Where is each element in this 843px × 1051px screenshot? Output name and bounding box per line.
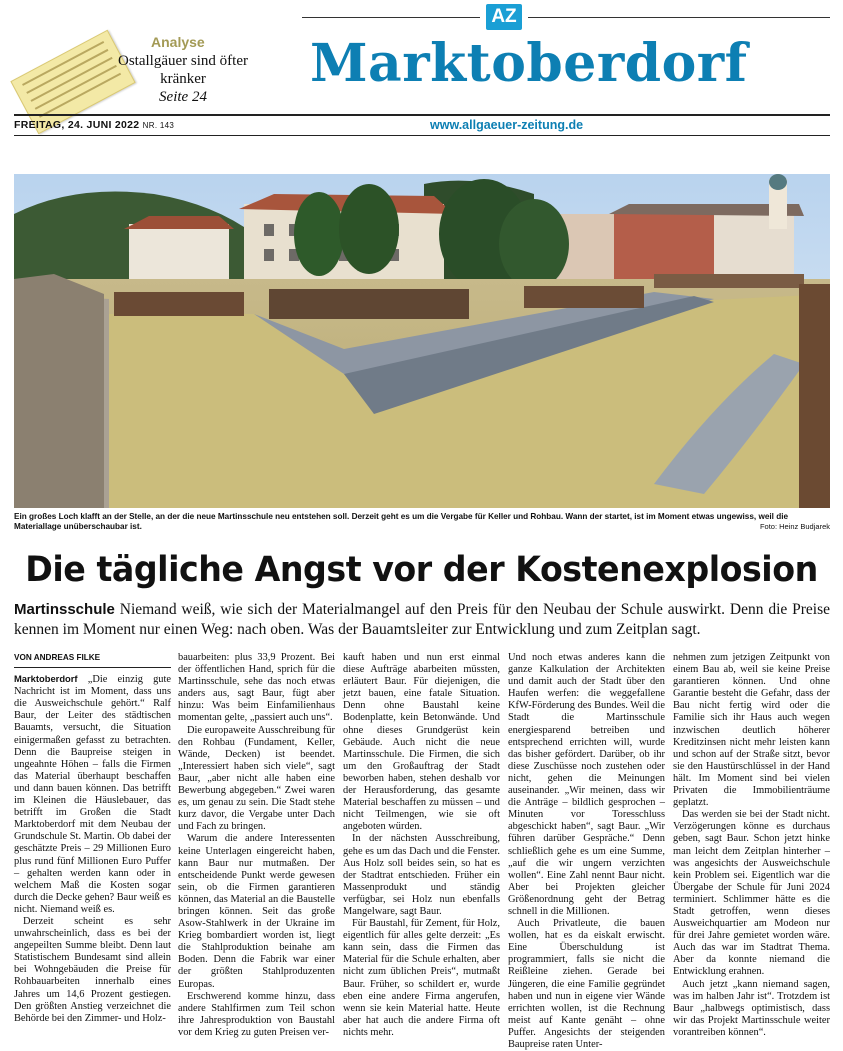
article-column-5 [673,652,830,1039]
teaser-kicker: Analyse [151,34,205,50]
paragraph: Marktoberdorf „Die einzig gute Nachricht ist im Moment, dass uns die Ausweichschule gehört.“ Ralf Baur, der Leiter des städtischen Bauamts, versucht, die Situation einigermaßen gefasst zu betrachten. Denn die Baupreise steigen in ungeahnte Höhen – falls die Firmen das Material überhaupt beschaffen und dann bauen können. Das betrifft im Kleinen die Häuslebauer, das betrifft im Großen die Stadt Marktoberdorf mit dem Neubau der Grundschule St. Martin. Ob dabei der geschätzte Preis – 29 Millionen Euro plus rund fünf Millionen Euro Puffer – gehalten werden kann oder in welchem Maß die Kosten sogar durch die Decke gehen? Baur weiß es nicht. Niemand weiß es. [14,673,171,915]
paragraph: In der nächsten Ausschreibung, gehe es um das Dach und die Fenster. Aus Holz soll beides sein, so hat es der Stadtrat entschieden. Früher ein Massenprodukt und ständig verfügbar, sei Holz nun ebenfalls Mangelware, sagt Baur. [343,833,500,917]
paragraph: Die europaweite Ausschreibung für den Rohbau (Fundament, Keller, Wände, Decken) ist beendet. „Interessiert haben sich viele“, sagt Baur, „aber nicht alle haben eine Bewerbung abgegeben.“ Zwei waren es, um genau zu sein. Die Stadt stehe kurz davor, die Vergabe unter Dach und Fach zu bringen. [178,724,335,833]
teaser-text: Ostallgäuer sind öfter kränker [118,53,248,87]
masthead [0,0,843,114]
paragraph: bauarbeiten: plus 33,9 Prozent. Bei der öffentlichen Hand, sprich für die Martinsschule, sehe das noch etwas anders aus, sagt Baur, fügt aber hinzu: Was beim Einfamilienhaus momentan gelte, „passiert auch uns“. [178,652,335,724]
paragraph: Für Baustahl, für Zement, für Holz, eigentlich für alles gelte derzeit: „Es kann sein, dass die Firmen das Material für die Schule erhalten, aber nicht zum üblichen Preis“, mutmaßt Baur. Früher, so schildert er, wurde eben eine andere Firma angerufen, wenn sie kein Material hatte. Heute aber hat auch die andere Firma oft nichts mehr. [343,918,500,1038]
paragraph: Auch Privatleute, die bauen wollen, hat es da eiskalt erwischt. Eine Überschuldung ist programmiert, falls sie nicht die Reißleine ziehen. Gerade bei Jüngeren, die eine Familie gegründet haben und nun in eigene vier Wände errichten wollen, ist die Rechnung meist auf Kante genäht – ohne Puffer. Angesichts der steigenden Baupreise raten Unter- [508,918,665,1050]
photo-credit: Foto: Heinz Budjarek [759,522,830,531]
section-title: Marktoberdorf [310,33,748,94]
dateline-bar [14,114,830,136]
issue-number: NR. 143 [142,121,175,130]
paragraph: Warum die andere Interessenten keine Unterlagen eingereicht haben, kann Baur nur mutmaßen. Der entscheidende Punkt werde gewesen sein, ob die Firmen garantieren können, das Material an die Baustelle bringen können. Seit das große Asow-Stahlwerk in der Ukraine im Krieg bombardiert worden ist, liegt die Stahlproduktion beinahe am Boden. Denn die Fabrik war einer der größten Stahlproduzenten Europas. [178,833,335,990]
article-headline: Die tägliche Angst vor der Kostenexplosion [25,550,818,590]
dateline-location: Marktoberdorf [14,673,78,685]
az-logo: AZ [486,4,522,30]
author-line: VON ANDREAS FILKE [14,652,171,668]
paragraph: Das werden sie bei der Stadt nicht. Verzögerungen könne es durchaus geben, sagt Baur. Schon jetzt hinke man leicht dem Zeitplan hinterher – was angesichts der Ausweichschule kein Problem sei. Eigentlich war die Übergabe der Schule für Juni 2024 terminiert. Schlimmer hätte es die Stadt getroffen, wenn dieses Ausweichquartier am Modeon nur für drei Jahre gemietet worden wäre. Auch das war im Stadtrat Thema. Aber da konnte niemand die Entwicklung erahnen. [673,809,830,978]
issue-date: FREITAG, 24. JUNI 2022 NR. 143 [14,119,175,131]
lead-text: Niemand weiß, wie sich der Materialmangel auf den Preis für den Neubau der Schule auswirkt. Denn die Preise kennen im Moment nur einen Weg: nach oben. Was der Bauamtsleiter zur Entwicklung und zum Zeitplan sagt. [14,601,831,638]
article-column-2 [178,652,335,1039]
masthead-rule-right [528,17,830,18]
article-column-4 [508,652,665,1051]
paragraph: Und noch etwas anderes kann die ganze Kalkulation der Architekten und damit auch der Stadt über den Haufen werfen: die weggefallene KfW-Förderung des Bundes. Weil die Stadt die Martinsschule energiesparend betreiben und entsprechend errichten will, wurde das bisher gefördert. Darüber, ob ihr diese Zuschüsse noch zustehen oder nicht, gehen die Meinungen auseinander. „Wir meinen, dass wir die Anträge – bildlich gesprochen – Minuten vor Toresschluss abgeschickt haben“, sagt Baur. „Wir führen darüber Gespräche.“ Denn schließlich gehe es um eine Summe, „auf die wir ungern verzichten wollen“. Eine Zahl nennt Baur nicht. Aber bei Projekten gleicher Größenordnung geht der Betrag schnell in die Millionen. [508,652,665,917]
paragraph: Auch jetzt „kann niemand sagen, was im halben Jahr ist“. Trotzdem ist Baur „halbwegs optimistisch, dass wir das Projekt Martinsschule weiter vorantreiben können“. [673,978,830,1038]
paragraph: Derzeit scheint es sehr unwahrscheinlich, dass es bei der angepeilten Summe bleibt. Denn laut Statistischem Bundesamt sind allein bei Wohngebäuden die Preise für Rohbauarbeiten innerhalb eines Jahres um 14,6 Prozent gestiegen. Den größten Anstieg verzeichnet die Behörde bei den Zimmer- und Holz- [14,915,171,1024]
construction-site-photo [14,174,830,508]
paragraph: nehmen zum jetzigen Zeitpunkt von einem Bau ab, weil sie keine Preise garantieren können. Und ohne Garantie besteht die Gefahr, dass der Bau nicht fertig wird oder die Familie sich ihr Haus auch wegen inzwischen deutlich höherer Kreditzinsen nicht mehr leisten kann und schon auf der Straße sitzt, bevor sie den Haustürschlüssel in der Hand hält. Im Moment sind bei vielen Privaten die Immobilienträume geplatzt. [673,652,830,809]
website-link[interactable]: www.allgaeuer-zeitung.de [430,118,584,132]
article-column-1 [14,652,171,1025]
lead-kicker: Martinsschule [14,601,115,618]
masthead-rule-left [302,17,480,18]
paragraph: kauft haben und nun erst einmal diese Aufträge abarbeiten müssten, erläutert Baur. Für diejenigen, die jetzt bauen, eine fatale Situation. Denn ohne Baustahl keine Bodenplatte, kein Betonwände. Und ohne dieses Grundgerüst kein Gebäude. Auch nicht die neue Martinsschule. Die Firmen, die sich um den Großauftrag der Stadt beworben haben, stehen deshalb vor der Herausforderung, das gesamte Material beschaffen zu müssen – und nicht Teilmengen, wie sie oft angeboten würden. [343,652,500,833]
teaser-page: Seite 24 [159,89,207,105]
article-column-3 [343,652,500,1039]
article-lead [14,600,830,640]
paragraph: Erschwerend komme hinzu, dass andere Stahlfirmen zum Teil schon ihre Jahresproduktion von Baustahl vor dem Krieg zu guten Preisen ver- [178,990,335,1038]
teaser-analyse[interactable] [18,30,248,110]
photo-caption: Ein großes Loch klafft an der Stelle, an der die neue Martinsschule neu entstehen soll. Derzeit geht es um die Vergabe für Keller und Rohbau. Wann der startet, ist im Moment etwas ungewiss, weil die Materiallage unüberschaubar ist. [14,512,789,531]
